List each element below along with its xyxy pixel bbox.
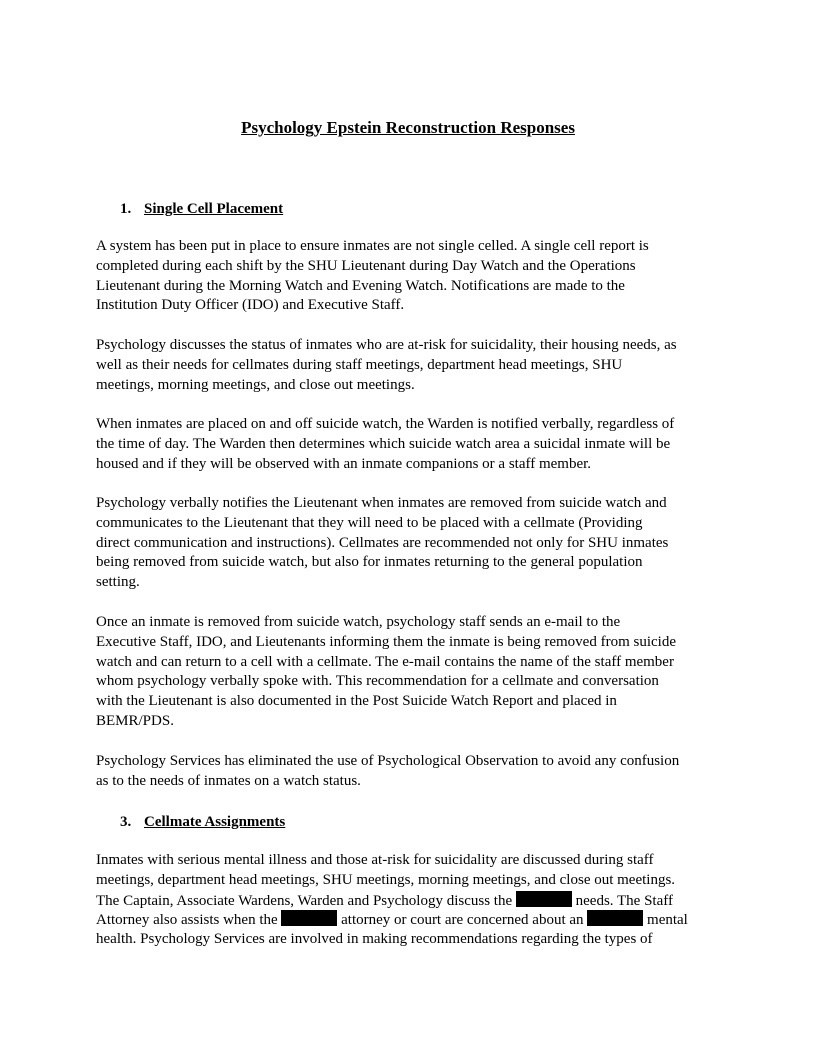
section-number: 3.: [120, 814, 132, 830]
text-line: being removed from suicide watch, but also for inmates returning to the general population: [96, 554, 643, 571]
text-line: Inmates with serious mental illness and those at-risk for suicidality are discussed during staff: [96, 852, 654, 868]
section-heading-text: Single Cell Placement: [144, 201, 284, 217]
text-line: the time of day. The Warden then determines which suicide watch area a suicidal inmate will be: [96, 435, 671, 452]
text-segment: The Captain, Associate Wardens, Warden and Psychology discuss the: [96, 892, 513, 909]
document-title: Psychology Epstein Reconstruction Responses: [241, 118, 575, 137]
paragraph-warden-notification: [96, 415, 720, 474]
text-line: BEMR/PDS.: [96, 712, 174, 729]
text-line: with the Lieutenant is also documented in the Post Suicide Watch Report and placed in: [96, 693, 617, 710]
text-line: completed during each shift by the SHU Lieutenant during Day Watch and the Operations: [96, 257, 636, 274]
text-segment: mental: [647, 912, 688, 929]
text-line: Executive Staff, IDO, and Lieutenants informing them the inmate is being removed from suicide: [96, 633, 676, 650]
redaction-block: [516, 891, 572, 907]
text-line: Psychology Services has eliminated the use of Psychological Observation to avoid any confusion: [96, 753, 680, 769]
text-line: watch and can return to a cell with a cellmate. The e-mail contains the name of the staff member: [96, 653, 674, 670]
paragraph-lieutenant-notification: [96, 494, 720, 593]
text-line: Once an inmate is removed from suicide watch, psychology staff sends an e-mail to the: [96, 614, 621, 630]
text-line: health. Psychology Services are involved in making recommendations regarding the types of: [96, 931, 653, 948]
text-line: whom psychology verbally spoke with. This recommendation for a cellmate and conversation: [96, 673, 659, 690]
paragraph-cellmate-assignments: [96, 851, 720, 950]
text-line: When inmates are placed on and off suicide watch, the Warden is notified verbally, regardless of: [96, 416, 675, 432]
text-line: [96, 910, 720, 930]
paragraph-single-cell-report: [96, 237, 720, 316]
paragraph-email-notification: [96, 613, 720, 732]
text-line: as to the needs of inmates on a watch status.: [96, 772, 361, 789]
text-line: A system has been put in place to ensure inmates are not single celled. A single cell report is: [96, 238, 649, 254]
redaction-block: [587, 910, 643, 926]
text-line: communicates to the Lieutenant that they will need to be placed with a cellmate (Providing: [96, 514, 643, 531]
text-line: meetings, morning meetings, and close out meetings.: [96, 376, 415, 393]
text-line: Lieutenant during the Morning Watch and Evening Watch. Notifications are made to the: [96, 277, 625, 294]
text-line: meetings, department head meetings, SHU meetings, morning meetings, and close out meetings.: [96, 871, 676, 888]
text-line: direct communication and instructions). Cellmates are recommended not only for SHU inmates: [96, 534, 669, 551]
redaction-block: [281, 910, 337, 926]
text-segment: attorney or court are concerned about an: [341, 912, 584, 929]
text-line: Psychology verbally notifies the Lieutenant when inmates are removed from suicide watch and: [96, 495, 667, 511]
paragraph-psychology-discussions: [96, 336, 720, 395]
section-heading-cellmate-assignments: [120, 812, 285, 832]
section-heading-text: Cellmate Assignments: [144, 814, 286, 830]
text-segment: Attorney also assists when the: [96, 912, 278, 929]
text-line: Psychology discusses the status of inmates who are at-risk for suicidality, their housing needs, as: [96, 337, 677, 353]
text-line: [96, 891, 720, 911]
section-heading-single-cell-placement: [120, 199, 283, 219]
text-segment: needs. The Staff: [575, 892, 673, 909]
text-line: well as their needs for cellmates during staff meetings, department head meetings, SHU: [96, 356, 623, 373]
paragraph-psychological-observation: [96, 752, 720, 792]
text-line: Institution Duty Officer (IDO) and Executive Staff.: [96, 297, 405, 314]
text-line: housed and if they will be observed with an inmate companions or a staff member.: [96, 455, 592, 472]
section-number: 1.: [120, 201, 132, 217]
text-line: setting.: [96, 574, 140, 591]
